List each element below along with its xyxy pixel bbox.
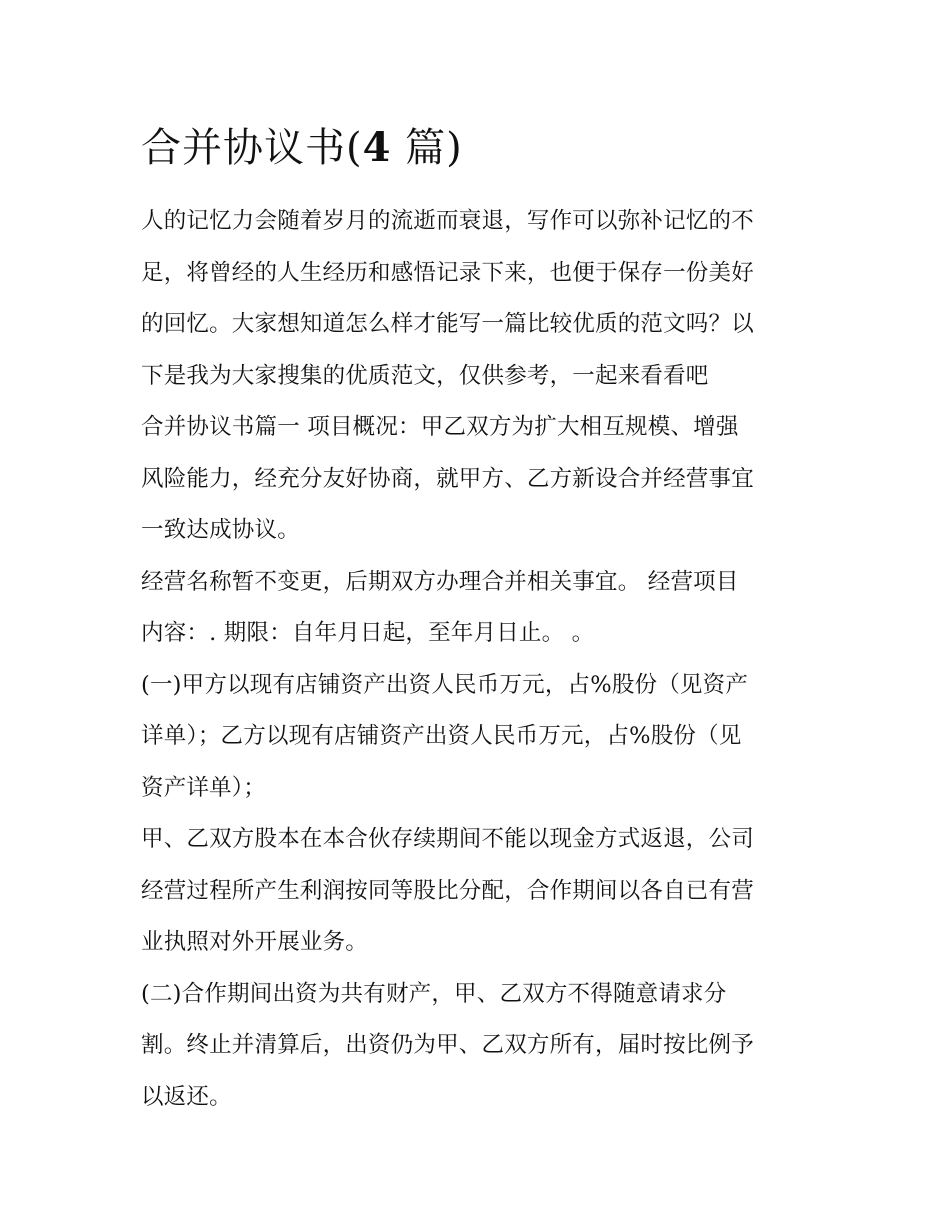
paragraph-line: 人的记忆力会随着岁月的流逝而衰退，写作可以弥补记忆的不: [141, 208, 754, 234]
document-title: [141, 118, 811, 178]
paragraph-line: (一)甲方以现有店铺资产出资人民币万元，占%股份（见资产: [141, 671, 749, 698]
project-overview-paragraph: [141, 402, 811, 557]
paragraph-line: 经营名称暂不变更，后期双方办理合并相关事宜。 经营项目: [141, 568, 739, 595]
paragraph-line: 一致达成协议。: [141, 517, 300, 543]
paragraph-line: (二)合作期间出资为共有财产，甲、乙双方不得随意请求分: [141, 980, 727, 1007]
document-content: [141, 118, 811, 1123]
paragraph-line: 详单）；乙方以现有店铺资产出资人民币万元，占%股份（见: [141, 723, 742, 749]
title-number: 4: [362, 124, 392, 171]
paragraph-line: 合并协议书篇一 项目概况：甲乙双方为扩大相互规模、增强: [141, 414, 739, 440]
paragraph-line: 以返还。: [141, 1083, 232, 1110]
paragraph-line: 下是我为大家搜集的优质范文，仅供参考，一起来看看吧: [141, 362, 709, 389]
equity-paragraph: [141, 814, 811, 969]
paragraph-line: 足，将曾经的人生经历和感悟记录下来，也便于保存一份美好: [141, 259, 754, 286]
paragraph-line: 甲、乙双方股本在本合伙存续期间不能以现金方式返退，公司: [141, 826, 754, 852]
paragraph-line: 的回忆。大家想知道怎么样才能写一篇比较优质的范文吗？以: [141, 311, 754, 337]
paragraph-line: 业执照对外开展业务。: [141, 929, 369, 955]
title-prefix: 合并协议书(: [141, 125, 363, 171]
clause-one-paragraph: [141, 660, 811, 815]
paragraph-line: 割。终止并清算后，出资仍为甲、乙双方所有，届时按比例予: [141, 1032, 754, 1058]
paragraph-line: 风险能力，经充分友好协商，就甲方、乙方新设合并经营事宜: [141, 465, 754, 492]
paragraph-line: 内容：. 期限：自年月日起，至年月日止。 。: [141, 620, 595, 646]
clause-two-paragraph: [141, 969, 811, 1124]
paragraph-line: 资产详单）；: [141, 774, 266, 801]
paragraph-line: 经营过程所产生利润按同等股比分配，合作期间以各自已有营: [141, 877, 754, 904]
title-suffix: 篇): [391, 125, 463, 171]
business-name-paragraph: [141, 557, 811, 660]
intro-paragraph: [141, 196, 811, 402]
